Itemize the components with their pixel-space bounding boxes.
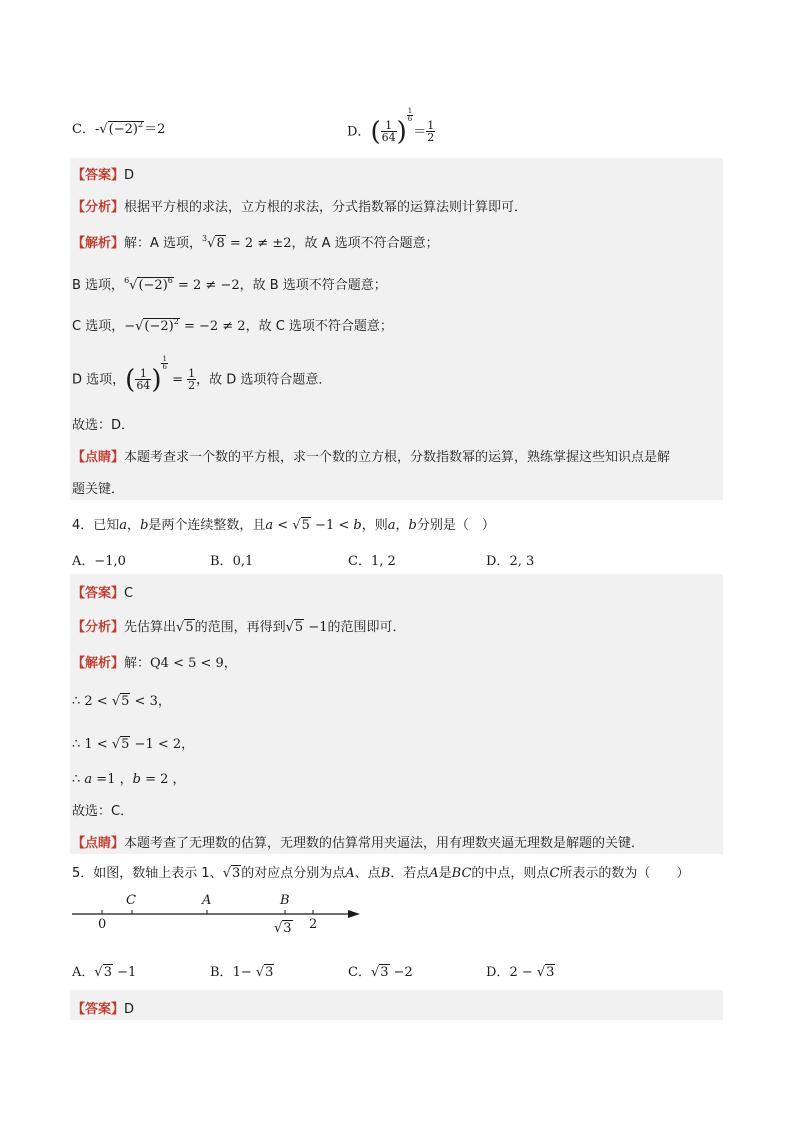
stem-text: ， xyxy=(395,518,409,533)
q4-solution-line4 xyxy=(72,768,186,787)
option-letter: C． xyxy=(348,965,371,980)
stem-text: ， xyxy=(127,518,141,533)
q3-solution-line-a: 【解析】解：A 选项，$^3$√8 = 2 ≠ ±2，故 A 选项不符合题意； xyxy=(72,234,439,251)
comment-text: 本题考查了无理数的估算，无理数的估算常用夹逼法，用有理数夹逼无理数是解题的关键． xyxy=(124,836,645,851)
answer-value: C xyxy=(124,586,134,601)
q5-option-b[interactable]: B．1− √3 xyxy=(210,965,274,980)
q3-comment-line1 xyxy=(72,446,670,465)
stem-text: 是 xyxy=(438,866,452,881)
radicand: 5 xyxy=(121,737,130,752)
exponent-fraction xyxy=(161,356,167,372)
q5-stem: 5．如图，数轴上表示 1、√3的对应点分别为点A、点B．若点A是BC的中点，则点C所表示的数为（ ） xyxy=(72,866,690,881)
segment-bc-label: BC xyxy=(451,866,472,881)
var-a: a xyxy=(265,518,274,533)
solution-text: 解：A 选项， xyxy=(124,236,203,251)
arrow-head-icon xyxy=(348,910,360,918)
point-a-label: A xyxy=(202,893,212,908)
solution-text: ，故 B 选项不符合题意； xyxy=(239,278,387,293)
radicand xyxy=(137,277,173,293)
math-text: < 3， xyxy=(130,694,171,709)
point-a-label: A xyxy=(345,866,355,881)
exponent-fraction xyxy=(407,108,413,124)
option-c-top: C．$-√(-2)^2=2$ xyxy=(72,120,166,137)
option-value: 0,1 xyxy=(232,554,254,569)
stem-text: 4．已知 xyxy=(72,518,120,533)
root-index: 3 xyxy=(202,234,208,243)
math-text: −1 xyxy=(304,620,328,635)
radicand xyxy=(108,121,144,137)
analysis-text: 的范围，再得到 xyxy=(194,620,286,635)
analysis-text: 先估算出 xyxy=(124,620,177,635)
comment-text: 本题考查求一个数的平方根，求一个数的立方根，分数指数幂的运算，熟练掌握这些知识点是解 xyxy=(124,450,671,465)
answer-tag: 【答案】 xyxy=(72,1002,125,1017)
solution-text: ，故 C 选项不符合题意； xyxy=(245,319,393,334)
fraction xyxy=(135,368,151,392)
exponent: 6 xyxy=(167,276,173,285)
option-d-top: D．( $\frac{1}{64}$ ) $\frac{1}{6}$ ＝ $\frac{1}{2}$ xyxy=(347,107,435,147)
q4-solution-line2: ∴ 2 < √5 < 3， xyxy=(72,694,171,709)
denominator: 64 xyxy=(136,379,151,393)
math-text: −1 < xyxy=(310,518,354,533)
option-letter: A． xyxy=(72,554,95,569)
q4-comment xyxy=(72,832,644,851)
option-letter: B． xyxy=(210,965,233,980)
denominator: 6 xyxy=(162,363,167,372)
stem-text: 是两个连续整数，且 xyxy=(148,518,266,533)
stem-text: 、点 xyxy=(354,866,381,881)
solution-text: D 选项， xyxy=(72,372,126,388)
stem-text: 分别是（ ） xyxy=(416,518,495,533)
q5-option-d[interactable]: D．2 − √3 xyxy=(486,965,555,980)
q5-solution-block xyxy=(70,990,723,1020)
math-text: = −2 ≠ 2 xyxy=(179,319,246,334)
root-index: 6 xyxy=(124,276,130,285)
q4-solution-line3: ∴ 1 < √5 −1 < 2， xyxy=(72,737,195,752)
numerator: 1 xyxy=(427,118,435,132)
exponent: 2 xyxy=(137,120,144,129)
option-letter: D． xyxy=(486,554,510,569)
math-text: ∴ xyxy=(72,772,85,787)
option-value: −1,0 xyxy=(94,554,126,569)
numerator: 1 xyxy=(162,355,167,363)
q4-solution-line1 xyxy=(72,652,237,671)
q3-solution-line-b: B 选项，$^6√(-2)^6 = 2 \ne -2$，故 B 选项不符合题意； xyxy=(72,276,387,293)
math-text: −2 xyxy=(389,965,413,980)
stem-text: 5．如图，数轴上表示 1、 xyxy=(72,866,223,881)
math-text: −1 xyxy=(112,965,137,980)
solution-tag: 【解析】 xyxy=(72,656,125,671)
var-a: a xyxy=(119,518,128,533)
var-b: b xyxy=(140,518,149,533)
answer-tag: 【答案】 xyxy=(72,168,125,183)
option-letter: C． xyxy=(72,122,95,137)
math-text: ∴ 1 < xyxy=(72,737,112,752)
stem-text: 的对应点分别为点 xyxy=(241,866,346,881)
point-c-label: C xyxy=(549,866,560,881)
option-letter: A． xyxy=(72,965,95,980)
radicand: 3 xyxy=(265,965,274,980)
analysis-tag: 【分析】 xyxy=(72,620,125,635)
radicand: 5 xyxy=(294,620,304,635)
exponent: 2 xyxy=(173,317,179,326)
math-text: =1 ， xyxy=(92,772,133,787)
radicand: 3 xyxy=(546,965,555,980)
q5-option-c[interactable]: C．√3 −2 xyxy=(348,965,413,980)
q3-answer xyxy=(72,164,134,183)
math-text: - xyxy=(94,122,100,137)
solution-text: C 选项， xyxy=(72,319,125,334)
comment-tag: 【点睛】 xyxy=(72,450,125,465)
radicand: 5 xyxy=(301,518,310,533)
point-b-label: B xyxy=(380,866,391,881)
option-letter: D． xyxy=(347,124,371,140)
radicand xyxy=(143,318,179,334)
denominator: 2 xyxy=(188,379,196,393)
q5-option-a[interactable]: A．√3 −1 xyxy=(72,965,137,980)
tick-label-2: 2 xyxy=(309,917,318,932)
numerator: 1 xyxy=(381,120,397,133)
q5-answer xyxy=(72,998,134,1017)
numerator: 1 xyxy=(188,366,196,380)
stem-text: 的中点，则点 xyxy=(471,866,550,881)
tick-label-0: 0 xyxy=(98,917,107,932)
radicand: 3 xyxy=(103,965,112,980)
q4-option-a[interactable] xyxy=(72,550,126,569)
math-text: = 2 ≠ −2 xyxy=(173,278,240,293)
radicand: 5 xyxy=(121,694,130,709)
numerator: 1 xyxy=(407,107,413,115)
math-text: 1− xyxy=(232,965,256,980)
q4-option-c[interactable] xyxy=(348,550,396,569)
q4-analysis: 【分析】先估算出√5的范围，再得到√5 −1的范围即可． xyxy=(72,620,406,635)
math-text: = xyxy=(167,372,188,388)
var-b: b xyxy=(353,518,362,533)
option-letter: B． xyxy=(210,554,233,569)
option-letter: D． xyxy=(486,965,510,980)
solution-tag: 【解析】 xyxy=(72,236,125,251)
math-text: (−2) xyxy=(108,122,138,137)
tick-label-sqrt3: √3 xyxy=(274,921,292,936)
analysis-text: 的范围即可． xyxy=(327,620,406,635)
q3-comment-line2: 题关键． xyxy=(72,482,125,497)
math-text: ＝ xyxy=(413,124,427,140)
solution-text: ，故 A 选项不符合题意； xyxy=(291,236,439,251)
radicand: 3 xyxy=(380,965,389,980)
point-a-label: A xyxy=(429,866,439,881)
var-a: a xyxy=(387,518,396,533)
q4-answer xyxy=(72,582,133,601)
stem-text: ，则 xyxy=(361,518,388,533)
answer-value: D xyxy=(124,1002,135,1017)
number-line-svg xyxy=(70,893,370,943)
solution-text: 解：Q4 < 5 < 9， xyxy=(124,656,237,671)
stem-text: ．若点 xyxy=(390,866,430,881)
denominator: 6 xyxy=(407,115,413,124)
math-text: (−2) xyxy=(138,278,168,293)
q3-analysis xyxy=(72,196,527,215)
analysis-tag: 【分析】 xyxy=(72,200,125,215)
var-a: a xyxy=(84,772,93,787)
option-value: 1, 2 xyxy=(370,554,396,569)
q3-choice: 故选：D． xyxy=(72,418,135,433)
fraction xyxy=(381,120,397,144)
option-letter: C． xyxy=(348,554,371,569)
q4-stem: 4．已知a，b是两个连续整数，且a < √5 −1 < b，则a，b分别是（ ） xyxy=(72,518,495,533)
math-text: (−2) xyxy=(144,319,174,334)
fraction xyxy=(187,368,196,392)
fraction xyxy=(426,120,435,144)
option-value: 2, 3 xyxy=(509,554,535,569)
radicand: 5 xyxy=(185,620,194,635)
math-text: ∴ 2 < xyxy=(72,694,112,709)
q4-choice: 故选：C． xyxy=(72,804,134,819)
q3-solution-line-d: D 选项，( $\frac{1}{64}$ ) $\frac{1}{6}$ = $\frac{1}{2}$ ，故 D 选项符合题意． xyxy=(72,355,332,395)
number-line-figure xyxy=(70,893,370,943)
analysis-text: 根据平方根的求法，立方根的求法，分式指数幂的运算法则计算即可． xyxy=(124,200,528,215)
denominator: 2 xyxy=(427,131,435,145)
radicand: 8 xyxy=(216,236,225,251)
point-b-label: B xyxy=(280,893,290,908)
point-c-label: C xyxy=(126,893,136,908)
radicand: 3 xyxy=(231,866,241,881)
math-text: 2 − xyxy=(509,965,537,980)
var-b: b xyxy=(132,772,141,787)
q3-solution-line-c: C 选项，$-√(-2)^2 = -2 \ne 2$，故 C 选项不符合题意； xyxy=(72,317,393,334)
math-text: −1 < 2， xyxy=(130,737,195,752)
math-text: = 2 ≠ ±2 xyxy=(225,236,292,251)
radicand: 3 xyxy=(283,921,292,936)
denominator: 64 xyxy=(381,131,396,145)
numerator: 1 xyxy=(135,368,151,381)
math-text: ＝2 xyxy=(144,122,166,137)
solution-text: ，故 D 选项符合题意． xyxy=(196,372,332,388)
math-text: − xyxy=(124,319,136,334)
var-b: b xyxy=(408,518,417,533)
math-text: = 2 ， xyxy=(140,772,186,787)
q4-option-d[interactable] xyxy=(486,550,534,569)
q4-option-b[interactable] xyxy=(210,550,253,569)
comment-tag: 【点睛】 xyxy=(72,836,125,851)
answer-tag: 【答案】 xyxy=(72,586,125,601)
math-text: < xyxy=(273,518,293,533)
stem-text: 所表示的数为（ ） xyxy=(559,866,690,881)
answer-value: D xyxy=(124,168,135,183)
solution-text: B 选项， xyxy=(72,278,125,293)
